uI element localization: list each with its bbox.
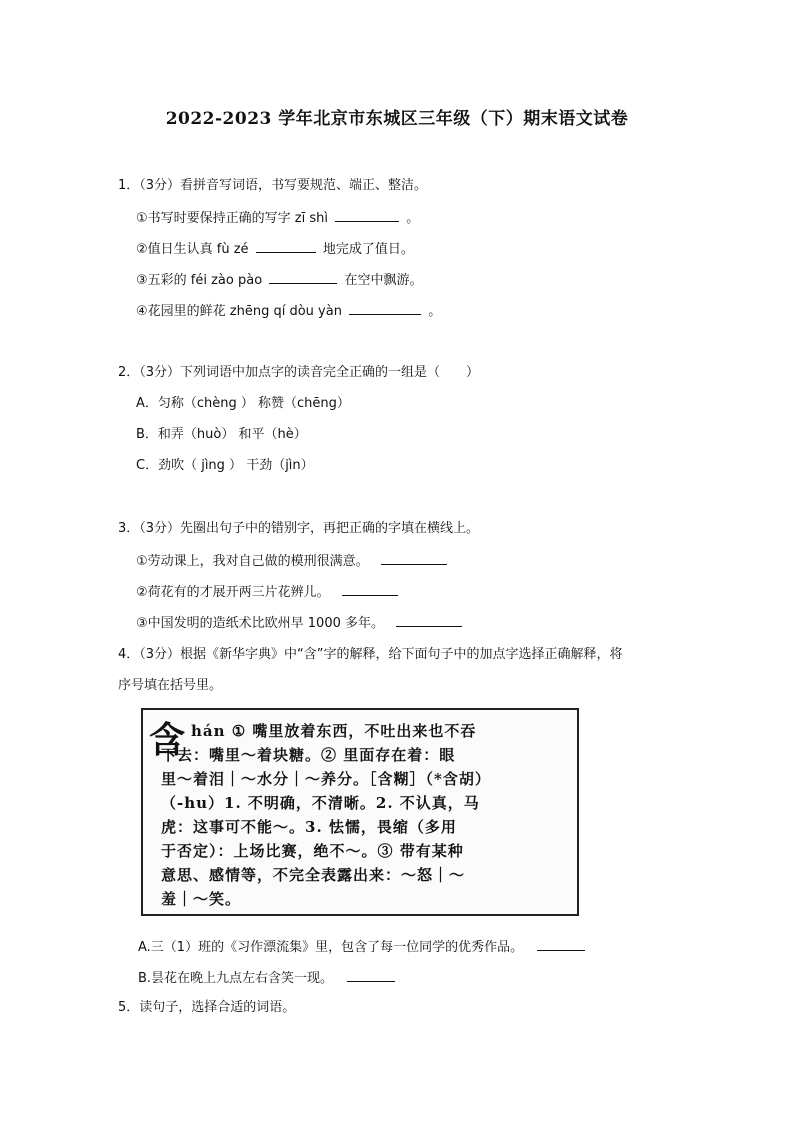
dictionary-line: 意思、感情等，不完全表露出来：～怒｜～ bbox=[161, 866, 466, 884]
question-4-stem-line-2: 序号填在括号里。 bbox=[118, 678, 223, 693]
answer-blank[interactable] bbox=[269, 270, 337, 284]
item-text: A.三（1）班的《习作漂流集》里，包含了每一位同学的优秀作品。 bbox=[138, 940, 524, 955]
item-text: ③五彩的 féi zào pào bbox=[136, 273, 263, 288]
item-text: ③中国发明的造纸术比欧州早 1000 多年。 bbox=[136, 616, 385, 631]
question-2-option-c[interactable]: C．劲吹（ jìng ） 干劲（jìn） bbox=[136, 458, 314, 473]
question-1-stem: 1．（3分）看拼音写词语，书写要规范、端正、整洁。 bbox=[118, 178, 428, 193]
item-text-after: 。 bbox=[428, 304, 442, 319]
question-1-item-2 bbox=[136, 239, 414, 259]
item-text-after: 地完成了值日。 bbox=[322, 242, 414, 257]
dictionary-line: 下去：嘴里～着块糖。② 里面存在着：眼 bbox=[161, 746, 456, 764]
item-text: ①劳动课上，我对自己做的模刑很满意。 bbox=[136, 554, 369, 569]
question-3-item-3 bbox=[136, 613, 465, 633]
question-4-stem-line-1: 4．（3分）根据《新华字典》中“含”字的解释，给下面句子中的加点字选择正确解释，将 bbox=[118, 647, 623, 662]
question-1-item-1 bbox=[136, 208, 419, 228]
dictionary-line: 羞｜～笑。 bbox=[161, 890, 242, 908]
item-text: ②荷花有的才展开两三片花辨儿。 bbox=[136, 585, 330, 600]
dictionary-line: 于否定）：上场比赛，绝不～。③ 带有某种 bbox=[161, 842, 464, 860]
question-5-stem: 5．读句子，选择合适的词语。 bbox=[118, 1000, 296, 1015]
question-4-item-a bbox=[138, 937, 588, 957]
question-3-item-2 bbox=[136, 582, 401, 602]
item-text-after: 。 bbox=[406, 211, 420, 226]
answer-blank[interactable] bbox=[396, 613, 462, 627]
dictionary-line: 里～着泪｜～水分｜～养分。［含糊］（*含胡） bbox=[161, 770, 491, 788]
item-text: B.昙花在晚上九点左右含笑一现。 bbox=[138, 971, 334, 986]
dictionary-headword: 含 bbox=[149, 719, 186, 761]
answer-blank[interactable] bbox=[342, 582, 398, 596]
dictionary-line: （-hu）1. 不明确，不清晰。2. 不认真，马 bbox=[161, 794, 480, 812]
dictionary-line: hán ① 嘴里放着东西，不吐出来也不吞 bbox=[191, 722, 477, 740]
question-3-item-1 bbox=[136, 551, 450, 571]
question-2-option-a[interactable]: A．匀称（chèng ） 称赞（chēng） bbox=[136, 396, 350, 411]
answer-blank[interactable] bbox=[347, 968, 395, 982]
item-text: ①书写时要保持正确的写字 zī shì bbox=[136, 211, 328, 226]
question-4-item-b bbox=[138, 968, 398, 988]
item-text: ②值日生认真 fù zé bbox=[136, 242, 249, 257]
page-title: 2022-2023 学年北京市东城区三年级（下）期末语文试卷 bbox=[165, 109, 629, 129]
answer-blank[interactable] bbox=[381, 551, 447, 565]
question-1-item-4 bbox=[136, 301, 441, 321]
answer-blank[interactable] bbox=[537, 937, 585, 951]
question-1-item-3 bbox=[136, 270, 422, 290]
question-3-stem: 3．（3分）先圈出句子中的错别字，再把正确的字填在横线上。 bbox=[118, 521, 480, 536]
item-text: ④花园里的鲜花 zhēng qí dòu yàn bbox=[136, 304, 342, 319]
question-2-option-b[interactable]: B．和弄（huò） 和平（hè） bbox=[136, 427, 307, 442]
question-2-stem: 2．（3分）下列词语中加点字的读音完全正确的一组是（ ） bbox=[118, 365, 480, 380]
answer-blank[interactable] bbox=[349, 301, 421, 315]
item-text-after: 在空中飘游。 bbox=[344, 273, 423, 288]
dictionary-entry-image bbox=[141, 708, 579, 916]
answer-blank[interactable] bbox=[335, 208, 399, 222]
dictionary-line: 虎：这事可不能～。3. 怯懦，畏缩（多用 bbox=[161, 818, 457, 836]
answer-blank[interactable] bbox=[256, 239, 316, 253]
